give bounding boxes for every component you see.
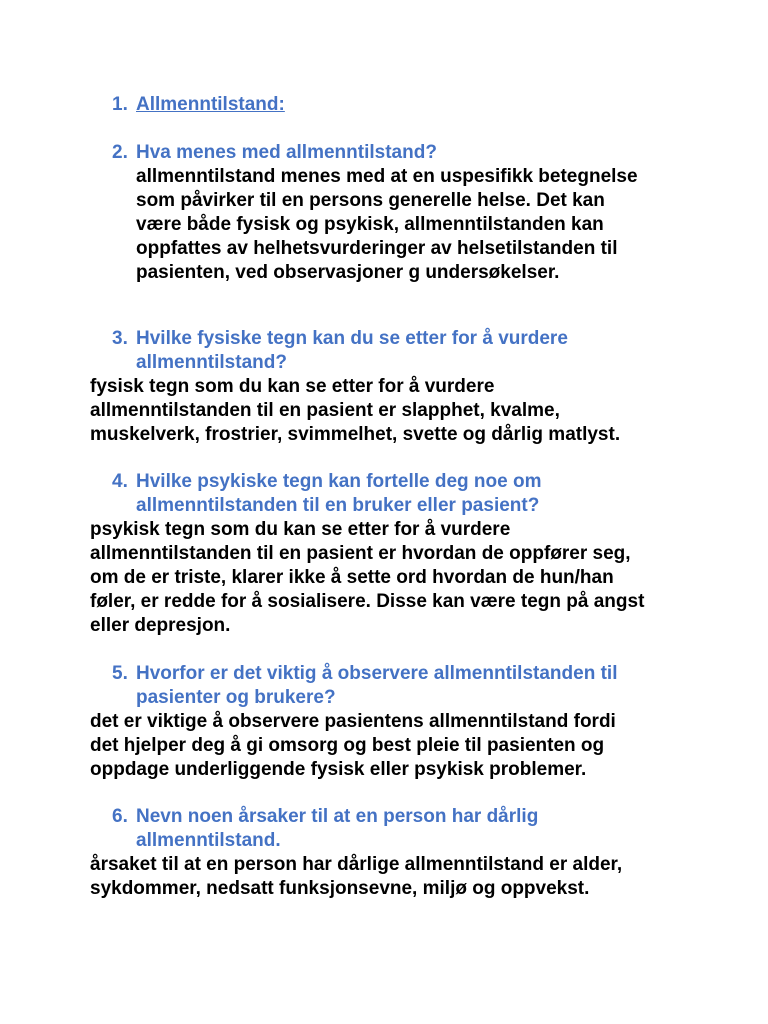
- answer-3: [90, 375, 690, 447]
- question-text: Hvilke psykiske tegn kan fortelle deg noe om: [136, 471, 542, 492]
- question-text-continued: pasienter og brukere?: [136, 687, 336, 708]
- answer-line: allmenntilstanden til en pasient er hvordan de oppfører seg,: [90, 543, 631, 564]
- question-4: [112, 470, 672, 518]
- question-number: 1.: [112, 94, 128, 115]
- answer-line: som påvirker til en persons generelle helse. Det kan: [136, 190, 605, 211]
- answer-line: det hjelper deg å gi omsorg og best pleie til pasienten og: [90, 735, 605, 756]
- answer-line: oppdage underliggende fysisk eller psykisk problemer.: [90, 759, 587, 780]
- answer-line: muskelverk, frostrier, svimmelhet, svette og dårlig matlyst.: [90, 424, 621, 445]
- question-number: 6.: [112, 806, 128, 827]
- answer-line: pasienten, ved observasjoner g undersøkelser.: [136, 262, 560, 283]
- answer-5: [90, 710, 690, 782]
- answer-line: allmenntilstanden til en pasient er slapphet, kvalme,: [90, 400, 560, 421]
- answer-line: føler, er redde for å sosialisere. Disse kan være tegn på angst: [90, 591, 645, 612]
- answer-line: psykisk tegn som du kan se etter for å vurdere: [90, 519, 511, 540]
- question-1: [112, 93, 672, 117]
- answer-line: allmenntilstand menes med at en uspesifikk betegnelse: [136, 166, 638, 187]
- question-text: Hvorfor er det viktig å observere allmenntilstanden til: [136, 663, 618, 684]
- question-number: 5.: [112, 663, 128, 684]
- answer-line: eller depresjon.: [90, 615, 231, 636]
- answer-6: [90, 853, 690, 901]
- question-6: [112, 805, 672, 853]
- question-number: 4.: [112, 471, 128, 492]
- question-text-continued: allmenntilstand.: [136, 830, 281, 851]
- question-number: 2.: [112, 142, 128, 163]
- question-2: [112, 141, 672, 165]
- answer-4: [90, 518, 690, 638]
- answer-line: være både fysisk og psykisk, allmenntilstanden kan: [136, 214, 604, 235]
- answer-2: [136, 165, 676, 285]
- question-text-continued: allmenntilstanden til en bruker eller pasient?: [136, 495, 540, 516]
- question-text: Hvilke fysiske tegn kan du se etter for å vurdere: [136, 328, 568, 349]
- question-text-continued: allmenntilstand?: [136, 352, 287, 373]
- question-heading-link[interactable]: Allmenntilstand:: [136, 94, 285, 115]
- question-number: 3.: [112, 328, 128, 349]
- question-5: [112, 662, 672, 710]
- question-text: Hva menes med allmenntilstand?: [136, 142, 437, 163]
- answer-line: sykdommer, nedsatt funksjonsevne, miljø og oppvekst.: [90, 878, 590, 899]
- answer-line: fysisk tegn som du kan se etter for å vurdere: [90, 376, 495, 397]
- answer-line: oppfattes av helhetsvurderinger av helsetilstanden til: [136, 238, 618, 259]
- question-3: [112, 327, 672, 375]
- question-text: Nevn noen årsaker til at en person har dårlig: [136, 806, 539, 827]
- answer-line: om de er triste, klarer ikke å sette ord hvordan de hun/han: [90, 567, 614, 588]
- answer-line: årsaket til at en person har dårlige allmenntilstand er alder,: [90, 854, 623, 875]
- answer-line: det er viktige å observere pasientens allmenntilstand fordi: [90, 711, 616, 732]
